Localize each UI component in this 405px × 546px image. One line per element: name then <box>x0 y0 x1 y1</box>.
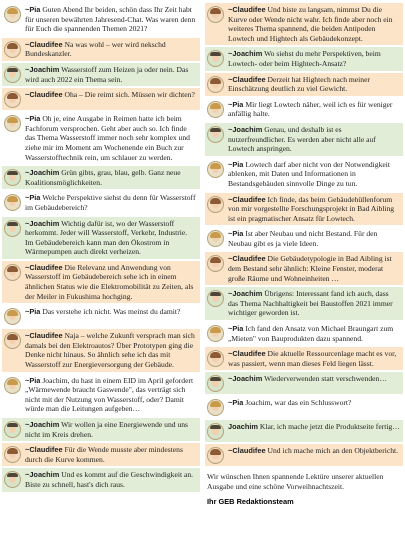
avatar-hair <box>210 327 221 333</box>
chat-message-pia <box>2 374 200 416</box>
message-text <box>228 289 400 318</box>
message-body: Welche Perspektive siehst du denn für Wasserstoff im Gebäudebereich? <box>25 193 196 212</box>
message-body: Wiederverwenden statt verschwenden… <box>264 374 387 384</box>
claudi-avatar <box>207 350 224 367</box>
joachim-avatar <box>207 375 224 392</box>
chat-message-joachim <box>2 468 200 491</box>
chat-message-joachim <box>205 420 403 442</box>
message-text <box>25 168 197 187</box>
pia-avatar <box>207 230 224 247</box>
message-body: Ich fand den Ansatz von Michael Braungart zum „Mieten" von Bauprodukten dazu spannend. <box>228 324 394 343</box>
speaker-name: ~Pia <box>25 193 41 203</box>
claudi-avatar <box>4 264 21 281</box>
chat-message-joachim <box>205 123 403 156</box>
message-body: Grün gibts, grau, blau, gelb. Ganz neue Koalitionsmöglichkeiten. <box>25 168 181 187</box>
speaker-name: ~Claudifee <box>228 446 266 456</box>
claudi-avatar <box>4 41 21 58</box>
message-body: Naja – welche Zukunft versprach man sich damals bei den Elektroautos? Über Prototypen ging die Denke nicht hinaus. So ähnlich sehe ich das mit Wasserstoff zur Energieversorgung der Gebäude. <box>25 331 195 370</box>
speaker-name: ~Claudifee <box>228 74 266 84</box>
message-body: Und es kommt auf die Geschwindigkeit an. Biste zu schnell, hast's dich raus. <box>25 470 194 489</box>
joachim-avatar <box>4 421 21 438</box>
chat-column-left <box>2 3 200 494</box>
pia-avatar <box>207 101 224 118</box>
avatar-hair <box>7 43 18 49</box>
message-text <box>228 374 387 384</box>
message-text <box>25 193 197 212</box>
chat-message-joachim <box>2 166 200 189</box>
message-body: Genau, und deshalb ist es nutzerfreundlicher. Es werden aber nicht alle auf Lowtech anspringen. <box>228 124 376 154</box>
message-text <box>25 445 197 464</box>
chat-message-claudi <box>205 73 403 96</box>
message-text <box>25 420 197 439</box>
avatar-hair <box>210 425 221 429</box>
message-text <box>25 263 197 301</box>
chat-message-joachim <box>2 418 200 441</box>
avatar-hair <box>210 128 221 132</box>
message-text <box>228 349 400 368</box>
avatar-hair <box>7 266 18 272</box>
message-body: Derzeit hat Hightech nach meiner Einschätzung deutlich zu viel Gewicht. <box>228 74 370 94</box>
chat-message-claudi <box>2 261 200 303</box>
avatar-hair <box>210 232 221 238</box>
message-body: Für die Wende musste aber mindestens durch die Kurve kommen. <box>25 445 183 464</box>
message-body: Das verstehe ich nicht. Was meinst du damit? <box>42 307 181 317</box>
avatar-hair <box>210 257 221 263</box>
joachim-avatar <box>207 423 224 440</box>
claudi-avatar <box>207 76 224 93</box>
claudi-avatar <box>207 447 224 464</box>
claudi-avatar <box>4 446 21 463</box>
message-body: Und biste zu langsam, nimmst Du die Kurve oder Wende nicht wahr. Ich finde aber noch ein weiteres Thema spannend, die beiden Antipoden Lowtech und Hightech als Gebäudekonzept. <box>228 5 393 43</box>
speaker-name: ~Pia <box>25 5 41 14</box>
speaker-name: ~Claudifee <box>25 90 63 100</box>
avatar-hair <box>7 473 18 477</box>
speaker-name: ~Pia <box>25 307 41 317</box>
speaker-name: ~Claudifee <box>228 254 266 264</box>
speaker-name: ~Claudifee <box>25 445 63 455</box>
message-text <box>228 75 400 94</box>
message-body: Lowtech darf aber nicht von der Notwendigkeit ablenken, mit Daten und Informationen in Bestandsgebäuden sinnvolle Dinge zu tun. <box>228 159 390 188</box>
avatar-hair <box>7 171 18 175</box>
chat-message-pia <box>205 98 403 121</box>
avatar-hair <box>7 196 18 202</box>
pia-avatar <box>207 399 224 416</box>
speaker-name: ~Joachim <box>228 49 263 59</box>
speaker-name: ~Joachim <box>25 470 60 480</box>
avatar-hair <box>210 401 221 407</box>
message-body: Wasserstoff zum Heizen ja oder nein. Das wird auch 2022 ein Thema sein. <box>25 64 189 84</box>
speaker-name: ~Joachim <box>228 374 263 384</box>
speaker-name: ~Claudifee <box>228 5 266 14</box>
chat-message-claudi <box>2 329 200 371</box>
message-body: Übrigens: Interessant fand ich auch, dass das Thema Nachhaltigkeit bei Baustoffen 2021 immer wichtiger geworden ist. <box>228 289 393 318</box>
message-text <box>228 100 400 119</box>
message-body: Wo siehst du mehr Perspektiven, beim Lowtech- oder beim Hightech-Ansatz? <box>228 49 381 68</box>
message-body: Wichtig dafür ist, wo der Wasserstoff herkommt. Jeder will Wasserstoff, Verkehr, Industrie. Im Gebäudebereich kann man den Ökostrom in Wärmepumpen auch direkt verheizen. <box>25 218 188 257</box>
speaker-name: ~Pia <box>228 159 244 169</box>
message-body: Na was wohl – wer wird nekschd Bundeskanzler. <box>25 39 166 59</box>
chat-message-claudi <box>205 252 403 285</box>
claudi-avatar <box>4 91 21 108</box>
avatar-hair <box>210 78 221 84</box>
speaker-name: ~Pia <box>25 114 41 124</box>
avatar-hair <box>210 103 221 109</box>
avatar-hair <box>210 292 221 296</box>
message-text <box>25 331 197 369</box>
chat-message-joachim <box>205 287 403 320</box>
pia-avatar <box>4 194 21 211</box>
message-text <box>25 90 195 100</box>
avatar-hair <box>210 449 221 455</box>
message-text <box>228 422 400 432</box>
joachim-avatar <box>4 471 21 488</box>
message-body: Ist aber Neubau und nicht Bestand. Für den Neubau gibt es ja viele Ideen. <box>228 229 378 248</box>
chat-message-joachim <box>2 63 200 86</box>
message-text <box>25 114 197 162</box>
message-text <box>228 125 400 154</box>
speaker-name: ~Joachim <box>228 124 263 134</box>
joachim-avatar <box>207 50 224 67</box>
speaker-name: ~Pia <box>228 398 244 408</box>
message-text <box>25 40 197 59</box>
avatar-hair <box>210 163 221 169</box>
speaker-name: ~Joachim <box>25 420 60 429</box>
message-text <box>228 160 400 189</box>
speaker-name: ~Claudifee <box>25 39 63 49</box>
pia-avatar <box>4 6 21 23</box>
avatar-hair <box>7 8 18 14</box>
avatar-hair <box>210 8 221 14</box>
message-body: Guten Abend Ihr beiden, schön dass Ihr Zeit habt für unseren bewährten Jahresend-Chat. Was waren denn für Euch die spannenden Themen 2021? <box>25 5 196 34</box>
message-body: Wir wollen ja eine Energiewende und uns nicht im Kreis drehen. <box>25 420 188 439</box>
closing-text: Wir wünschen Ihnen spannende Lektüre unserer aktuellen Ausgabe und eine schöne Vorweihnachtszeit. <box>207 472 384 491</box>
joachim-avatar <box>207 126 224 143</box>
speaker-name: ~Pia <box>228 99 244 109</box>
speaker-name: ~Claudifee <box>25 262 63 272</box>
speaker-name: ~Claudifee <box>228 194 266 204</box>
joachim-avatar <box>4 66 21 83</box>
speaker-name: ~Claudifee <box>25 331 63 341</box>
chat-message-joachim <box>205 47 403 70</box>
claudi-avatar <box>207 196 224 213</box>
joachim-avatar <box>207 290 224 307</box>
avatar-hair <box>210 198 221 204</box>
chat-message-pia <box>2 112 200 164</box>
avatar-hair <box>7 423 18 427</box>
message-body: Die Relevanz und Anwendung von Wasserstoff im Gebäudebereich sehe ich in einem ähnlichen Status wie die Elektromobilität zu Zeiten, als der Meiler in Fukushima hochging. <box>25 262 194 301</box>
message-body: Die Gebäudetypologie in Bad Aibling ist dem Bestand sehr ähnlich: Kleine Fenster, moderat große Räume und Wohneinheiten … <box>228 254 392 283</box>
chat-message-claudi <box>2 38 200 61</box>
chat-message-claudi <box>205 444 403 466</box>
message-text <box>25 307 180 317</box>
pia-avatar <box>4 308 21 325</box>
pia-avatar <box>207 325 224 342</box>
message-body: Mir liegt Lowtech näher, weil ich es für weniger anfällig halte. <box>228 99 393 119</box>
chat-message-claudi <box>2 443 200 466</box>
chat-message-joachim <box>2 217 200 259</box>
chat-message-pia <box>2 3 200 36</box>
chat-message-claudi <box>205 193 403 226</box>
speaker-name: ~Claudifee <box>228 349 266 359</box>
message-text <box>228 254 400 283</box>
message-text <box>228 398 351 408</box>
speaker-name: ~Pia <box>25 375 41 385</box>
message-body: Und ich mache mich an den Objektbericht. <box>267 446 399 456</box>
avatar-hair <box>7 117 18 123</box>
message-text <box>228 5 400 43</box>
pia-avatar <box>4 115 21 132</box>
avatar-hair <box>7 310 18 316</box>
avatar-hair <box>7 68 18 72</box>
claudi-avatar <box>4 332 21 349</box>
message-body: Oha – Die reimt sich. Müssen wir dichten? <box>64 90 195 100</box>
speaker-name: ~Pia <box>228 324 244 334</box>
chat-column-right <box>205 3 403 506</box>
speaker-name: ~Joachim <box>25 218 60 228</box>
message-text <box>228 324 400 343</box>
speaker-name: ~Pia <box>228 229 244 239</box>
chat-message-claudi <box>205 3 403 45</box>
message-body: Joachim, du hast in einem EID im April gefordert „Wärmewende braucht Gaswende", das verträgt sich nicht mit der Nutzung von Wasserstoff, oder? Damit würde man die Leitungen aufgeben… <box>25 375 194 414</box>
chat-message-pia <box>205 227 403 250</box>
claudi-avatar <box>207 6 224 23</box>
message-text <box>25 219 197 257</box>
message-text <box>228 446 398 456</box>
message-text <box>228 229 400 248</box>
message-body: Die aktuelle Ressourcenlage macht es vor, was passiert, wenn man dieses Feld liegen lässt. <box>228 349 397 368</box>
joachim-avatar <box>4 169 21 186</box>
avatar-hair <box>7 379 18 385</box>
speaker-name: ~Joachim <box>25 64 60 74</box>
speaker-name: Joachim <box>228 422 258 432</box>
signature: Ihr GEB Redaktionsteam <box>207 496 294 506</box>
chat-message-pia <box>2 191 200 214</box>
speaker-name: ~Joachim <box>228 289 263 299</box>
message-body: Ich finde, das beim Gebäudehüllenforum von mir vorgestellte Forschungsprojekt in Bad Aibling ist ein pragmatischer Ansatz für Lowtech. <box>228 194 395 223</box>
chat-message-pia <box>205 322 403 345</box>
message-text <box>25 470 197 489</box>
message-text <box>228 195 400 224</box>
pia-avatar <box>4 377 21 394</box>
chat-message-claudi <box>205 347 403 370</box>
message-text <box>25 5 197 34</box>
joachim-avatar <box>4 220 21 237</box>
chat-message-joachim <box>205 372 403 394</box>
chat-message-claudi <box>2 88 200 110</box>
avatar-hair <box>7 93 18 99</box>
speaker-name: ~Joachim <box>25 168 60 178</box>
avatar-hair <box>210 352 221 358</box>
message-text <box>228 49 400 68</box>
pia-avatar <box>207 161 224 178</box>
claudi-avatar <box>207 255 224 272</box>
message-body: Klar, ich mache jetzt die Produktseite fertig… <box>259 422 400 432</box>
avatar-hair <box>7 222 18 226</box>
avatar-hair <box>210 377 221 381</box>
message-body: Oh je, eine Ausgabe in Reimen hatte ich beim Fachforum versprochen. Geht aber auch so. Ich finde das Thema Wasserstoff immer noch sehr komplex und ziehe mir im Moment am Wochenende ein Buch zur Wasserstofftechnik rein, um schlauer zu werden. <box>25 114 190 162</box>
avatar-hair <box>7 334 18 340</box>
avatar-hair <box>7 448 18 454</box>
chat-message-pia <box>205 158 403 191</box>
avatar-hair <box>210 52 221 56</box>
chat-message-pia <box>205 396 403 418</box>
message-body: Joachim, war das ein Schlusswort? <box>245 398 352 408</box>
message-text <box>25 65 197 84</box>
chat-message-pia <box>2 305 200 327</box>
message-text <box>25 376 197 414</box>
